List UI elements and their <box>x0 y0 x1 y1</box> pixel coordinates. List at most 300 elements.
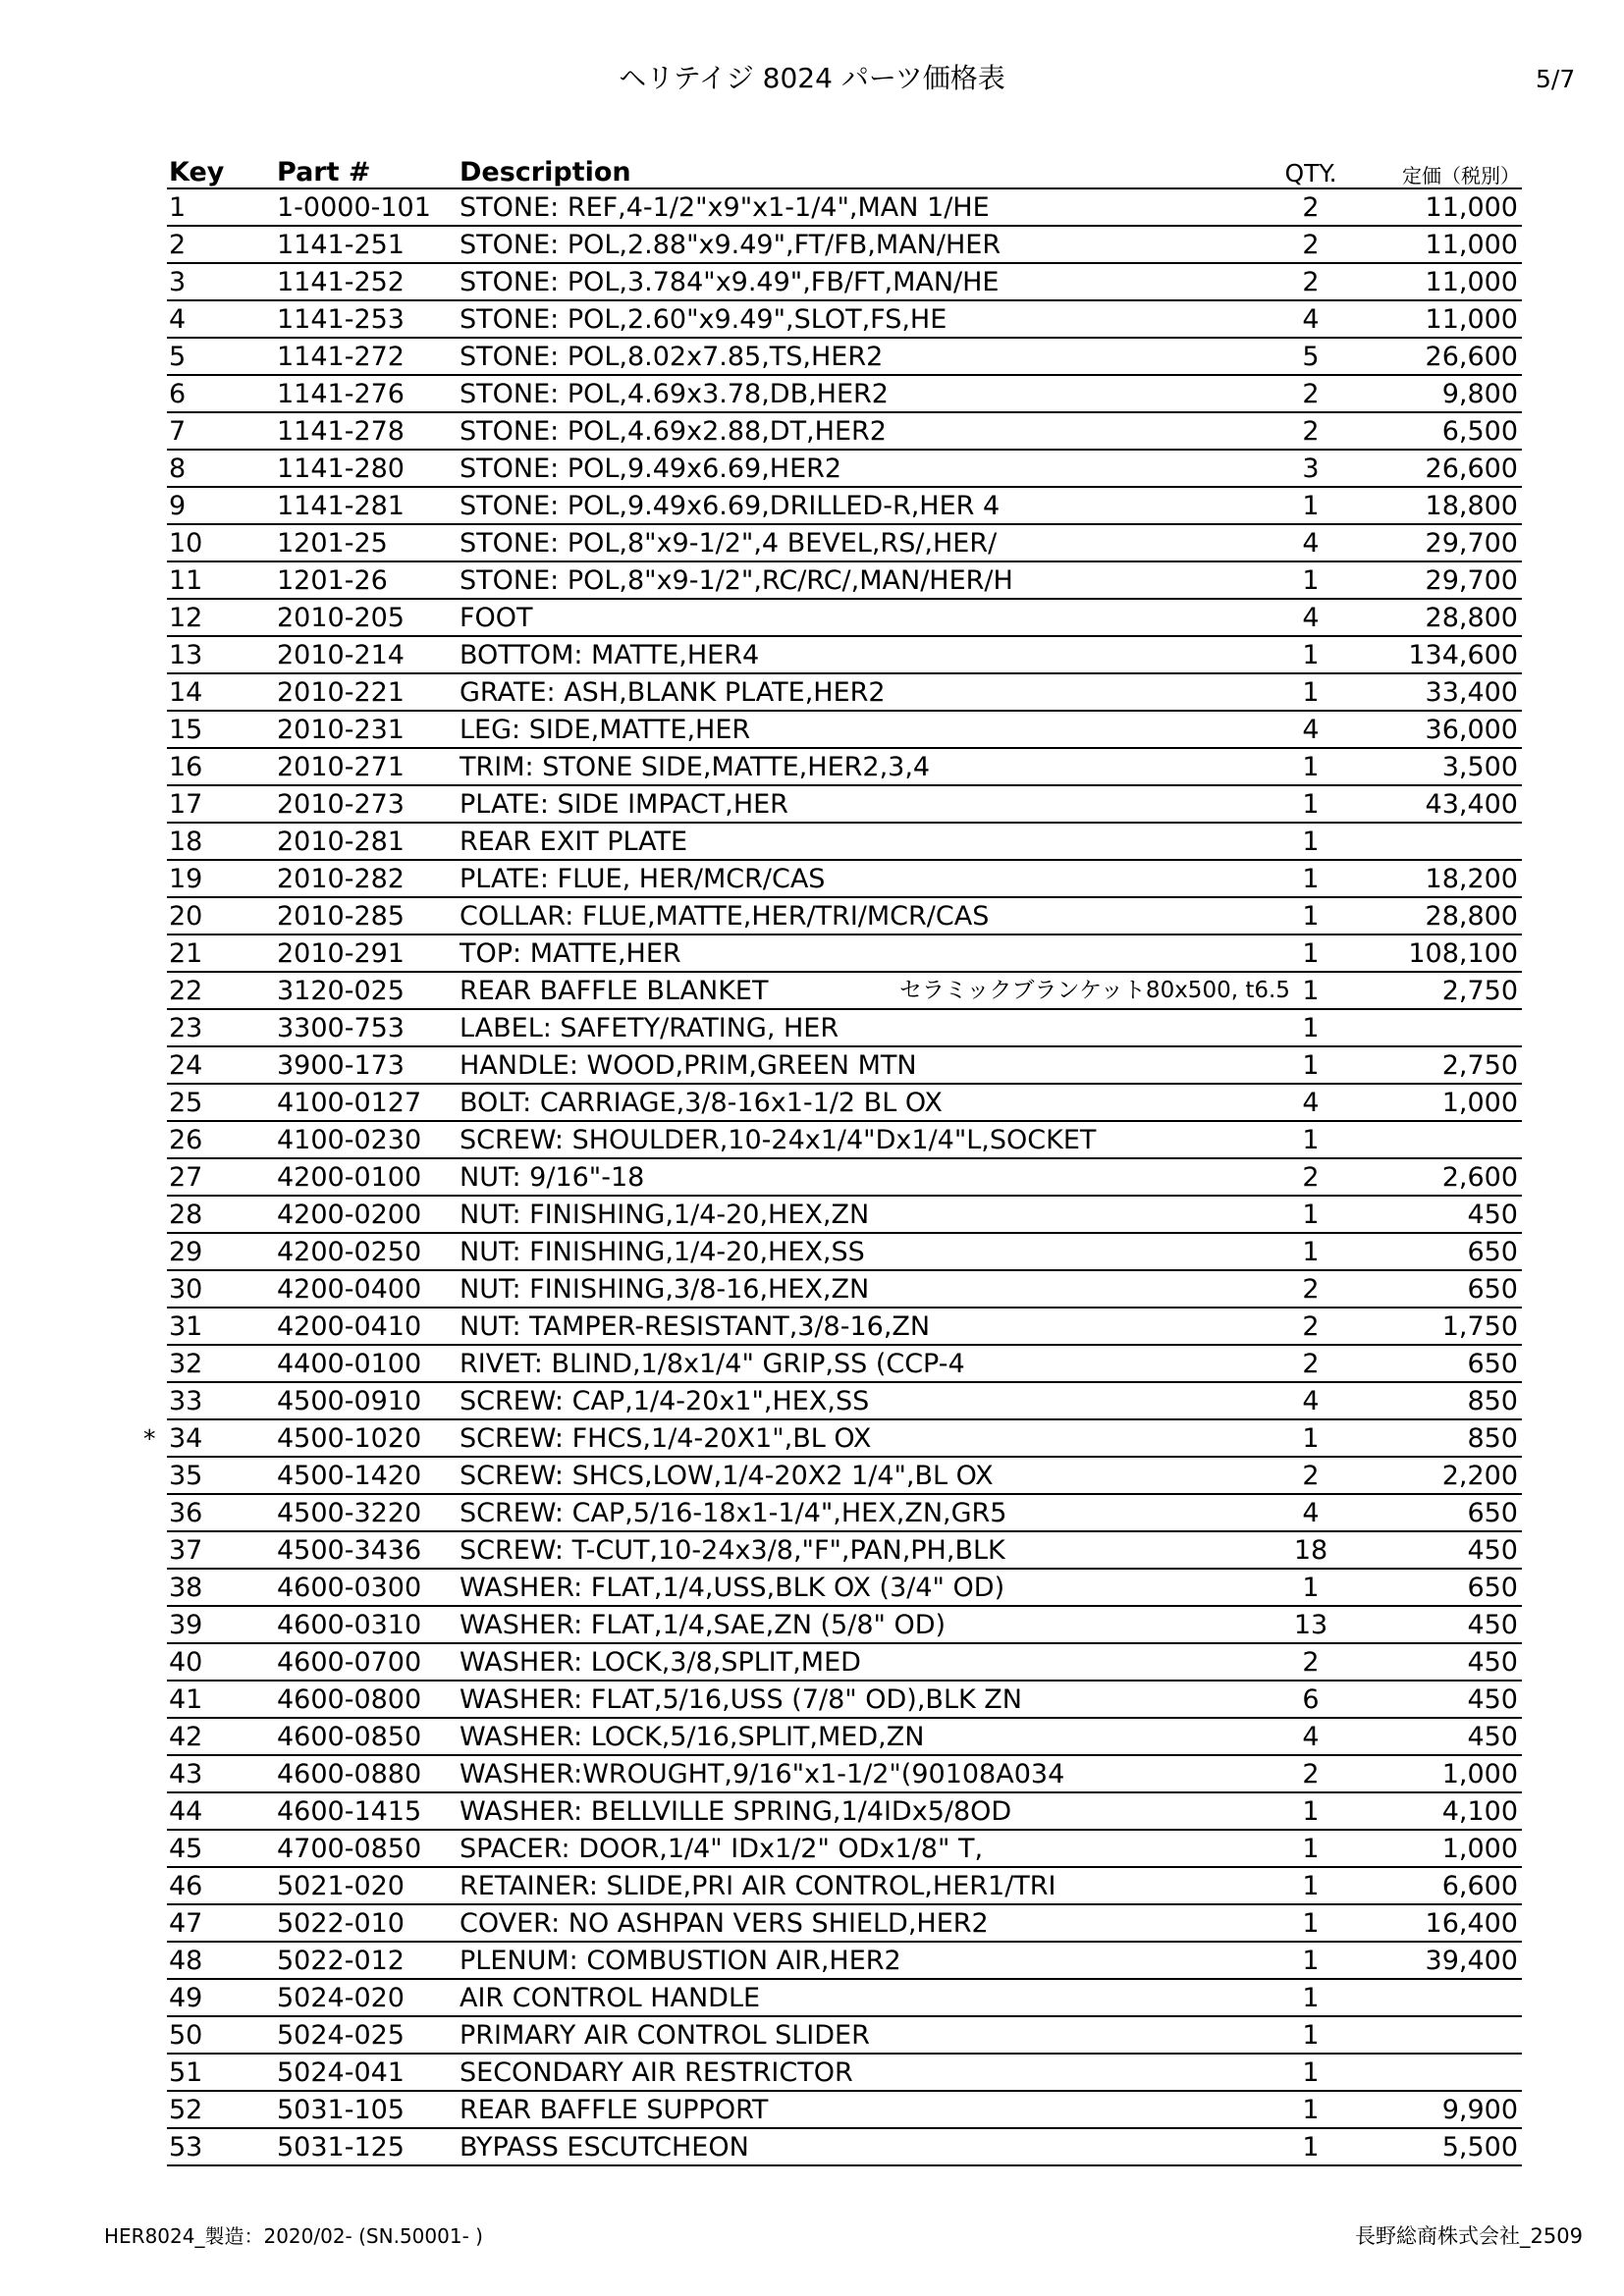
key-value: 39 <box>169 1609 203 1640</box>
key-value: 12 <box>169 602 203 633</box>
table-row <box>167 338 1522 375</box>
cell-key <box>167 226 275 263</box>
description-text: SCREW: CAP,5/16-18x1-1/4",HEX,ZN,GR5 <box>460 1497 1007 1528</box>
cell-key <box>167 1196 275 1233</box>
cell-part-number: 5031-105 <box>277 2094 405 2125</box>
page-number: 5/7 <box>1536 65 1576 93</box>
cell-price: 650 <box>1467 1348 1518 1379</box>
key-value: 36 <box>169 1497 203 1528</box>
table-row <box>167 1942 1522 1979</box>
key-value: 48 <box>169 1945 203 1976</box>
description-text: STONE: POL,4.69x2.88,DT,HER2 <box>460 415 887 447</box>
cell-part-number: 3900-173 <box>277 1049 405 1081</box>
cell-qty: 1 <box>1302 639 1320 670</box>
cell-part-number: 2010-273 <box>277 788 405 820</box>
cell-part-number: 4200-0410 <box>277 1310 422 1342</box>
key-value: 50 <box>169 2019 203 2051</box>
cell-part-number: 4600-0880 <box>277 1758 422 1789</box>
cell-qty: 2 <box>1302 1758 1320 1789</box>
cell-key <box>167 711 275 748</box>
key-value: 3 <box>169 266 187 297</box>
table-row <box>167 1158 1522 1196</box>
key-value: 6 <box>169 378 187 409</box>
cell-price: 134,600 <box>1408 639 1518 670</box>
cell-key <box>167 1942 275 1979</box>
key-value: 11 <box>169 564 203 596</box>
description-text: BYPASS ESCUTCHEON <box>460 2131 749 2163</box>
cell-qty: 4 <box>1302 303 1320 335</box>
table-body <box>143 188 1522 2165</box>
footer-company: 長野総商株式会社_2509 <box>1355 2224 1583 2248</box>
footer-model-info: HER8024_製造：2020/02- (SN.50001- ) <box>104 2224 483 2248</box>
key-value: 51 <box>169 2056 203 2088</box>
cell-description <box>458 1755 1276 1792</box>
cell-part-number: 2010-231 <box>277 714 405 745</box>
table-row <box>167 188 1522 226</box>
cell-qty: 4 <box>1302 714 1320 745</box>
cell-qty: 4 <box>1302 1721 1320 1752</box>
cell-part-number: 1141-251 <box>277 229 405 260</box>
cell-qty: 1 <box>1302 900 1320 932</box>
cell-part-number: 2010-291 <box>277 937 405 969</box>
cell-qty: 2 <box>1302 1273 1320 1305</box>
cell-part-number: 4400-0100 <box>277 1348 422 1379</box>
cell-price: 1,000 <box>1441 1833 1518 1864</box>
table-row <box>167 934 1522 972</box>
cell-qty: 4 <box>1302 527 1320 559</box>
cell-description <box>458 1830 1276 1867</box>
cell-description <box>458 524 1276 561</box>
cell-qty: 2 <box>1302 1161 1320 1193</box>
cell-key <box>167 1643 275 1681</box>
cell-qty: 1 <box>1302 676 1320 708</box>
cell-description <box>458 860 1276 897</box>
cell-qty: 2 <box>1302 1646 1320 1678</box>
cell-price: 650 <box>1467 1236 1518 1267</box>
key-value: 23 <box>169 1012 203 1043</box>
cell-key <box>167 338 275 375</box>
cell-part-number: 2010-214 <box>277 639 405 670</box>
table-row <box>167 1531 1522 1569</box>
cell-price: 1,750 <box>1441 1310 1518 1342</box>
description-text: WASHER: FLAT,5/16,USS (7/8" OD),BLK ZN <box>460 1683 1022 1715</box>
cell-part-number: 4500-3220 <box>277 1497 422 1528</box>
key-value: 31 <box>169 1310 203 1342</box>
cell-part-number: 1141-253 <box>277 303 405 335</box>
key-value: 7 <box>169 415 187 447</box>
cell-description <box>458 1681 1276 1718</box>
cell-description <box>458 1457 1276 1494</box>
table-row <box>167 1270 1522 1308</box>
key-value: 27 <box>169 1161 203 1193</box>
cell-description <box>458 375 1276 412</box>
cell-part-number: 4500-3436 <box>277 1534 422 1566</box>
description-text: LABEL: SAFETY/RATING, HER <box>460 1012 839 1043</box>
column-header-part: Part # <box>277 157 371 187</box>
cell-part-number: 5024-041 <box>277 2056 405 2088</box>
cell-description <box>458 1009 1276 1046</box>
cell-part-number: 5031-125 <box>277 2131 405 2163</box>
cell-part-number: 4500-1020 <box>277 1422 422 1454</box>
key-value: 20 <box>169 900 203 932</box>
key-value: 8 <box>169 453 187 484</box>
description-text: NUT: TAMPER-RESISTANT,3/8-16,ZN <box>460 1310 931 1342</box>
description-text: FOOT <box>460 602 533 633</box>
key-value: 52 <box>169 2094 203 2125</box>
cell-description <box>458 1494 1276 1531</box>
key-value: 43 <box>169 1758 203 1789</box>
cell-price <box>1345 1009 1522 1046</box>
key-value: 40 <box>169 1646 203 1678</box>
description-text: STONE: POL,8"x9-1/2",RC/RC/,MAN/HER/H <box>460 564 1013 596</box>
table-row <box>167 972 1522 1009</box>
cell-part-number: 5022-010 <box>277 1907 405 1939</box>
cell-qty: 1 <box>1302 1422 1320 1454</box>
page-title: ヘリテイジ 8024 パーツ価格表 <box>619 62 1005 94</box>
cell-description <box>458 1419 1276 1457</box>
cell-qty: 1 <box>1302 1870 1320 1901</box>
table-row <box>167 1084 1522 1121</box>
table-row <box>167 1792 1522 1830</box>
cell-part-number: 1141-278 <box>277 415 405 447</box>
cell-qty: 2 <box>1302 378 1320 409</box>
table-row <box>167 487 1522 524</box>
cell-description <box>458 1308 1276 1345</box>
key-value: 18 <box>169 826 203 857</box>
key-value: 14 <box>169 676 203 708</box>
key-value: 45 <box>169 1833 203 1864</box>
description-text: STONE: POL,8.02x7.85,TS,HER2 <box>460 341 884 372</box>
table-row <box>167 1643 1522 1681</box>
table-row <box>167 1196 1522 1233</box>
description-text: REAR EXIT PLATE <box>460 826 688 857</box>
key-value: 24 <box>169 1049 203 1081</box>
cell-description <box>458 1643 1276 1681</box>
key-value: 17 <box>169 788 203 820</box>
cell-qty: 2 <box>1302 266 1320 297</box>
cell-qty: 1 <box>1302 937 1320 969</box>
cell-qty: 1 <box>1302 1124 1320 1155</box>
key-value: 37 <box>169 1534 203 1566</box>
cell-qty: 18 <box>1293 1534 1328 1566</box>
table-row <box>167 524 1522 561</box>
cell-key <box>167 1158 275 1196</box>
cell-price: 9,900 <box>1441 2094 1518 2125</box>
cell-key <box>167 1270 275 1308</box>
cell-price: 11,000 <box>1425 229 1518 260</box>
cell-key <box>167 748 275 785</box>
table-row <box>167 1009 1522 1046</box>
key-value: 2 <box>169 229 187 260</box>
cell-key <box>167 561 275 599</box>
cell-key <box>167 375 275 412</box>
cell-description <box>458 2091 1276 2128</box>
key-value: 42 <box>169 1721 203 1752</box>
key-value: 53 <box>169 2131 203 2163</box>
description-text: SCREW: T-CUT,10-24x3/8,"F",PAN,PH,BLK <box>460 1534 1005 1566</box>
cell-price <box>1345 823 1522 860</box>
key-value: 25 <box>169 1087 203 1118</box>
cell-key <box>167 1755 275 1792</box>
cell-description <box>458 599 1276 636</box>
cell-price: 28,800 <box>1425 900 1518 932</box>
cell-qty: 1 <box>1302 751 1320 782</box>
description-text: STONE: POL,9.49x6.69,HER2 <box>460 453 842 484</box>
cell-key <box>167 823 275 860</box>
cell-price: 6,500 <box>1441 415 1518 447</box>
cell-price: 18,800 <box>1425 490 1518 521</box>
cell-description <box>458 2016 1276 2054</box>
cell-part-number: 4200-0100 <box>277 1161 422 1193</box>
key-value: 47 <box>169 1907 203 1939</box>
cell-price: 450 <box>1467 1534 1518 1566</box>
cell-key <box>167 524 275 561</box>
key-value: 41 <box>169 1683 203 1715</box>
description-text: GRATE: ASH,BLANK PLATE,HER2 <box>460 676 886 708</box>
cell-description <box>458 2128 1276 2165</box>
cell-description <box>458 1345 1276 1382</box>
table-row <box>167 599 1522 636</box>
table-row <box>167 785 1522 823</box>
cell-part-number: 1201-26 <box>277 564 388 596</box>
cell-description <box>458 1158 1276 1196</box>
cell-description <box>458 1606 1276 1643</box>
cell-part-number: 4100-0230 <box>277 1124 422 1155</box>
description-text: NUT: FINISHING,3/8-16,HEX,ZN <box>460 1273 870 1305</box>
table-row <box>167 375 1522 412</box>
cell-part-number: 4200-0250 <box>277 1236 422 1267</box>
cell-qty: 1 <box>1302 1049 1320 1081</box>
cell-price: 5,500 <box>1441 2131 1518 2163</box>
description-text: BOTTOM: MATTE,HER4 <box>460 639 760 670</box>
cell-price: 850 <box>1467 1422 1518 1454</box>
cell-qty: 1 <box>1302 2019 1320 2051</box>
cell-key <box>167 860 275 897</box>
cell-price: 2,750 <box>1441 975 1518 1006</box>
cell-description <box>458 823 1276 860</box>
cell-qty: 2 <box>1302 1460 1320 1491</box>
cell-part-number: 4600-0300 <box>277 1572 422 1603</box>
cell-qty: 1 <box>1302 975 1320 1006</box>
description-text: NUT: FINISHING,1/4-20,HEX,SS <box>460 1236 865 1267</box>
cell-qty: 1 <box>1302 1795 1320 1827</box>
description-text: SCREW: CAP,1/4-20x1",HEX,SS <box>460 1385 870 1416</box>
key-value: 21 <box>169 937 203 969</box>
table-row <box>167 2128 1522 2165</box>
key-value: 16 <box>169 751 203 782</box>
description-text: SCREW: SHOULDER,10-24x1/4"Dx1/4"L,SOCKET <box>460 1124 1097 1155</box>
cell-price: 1,000 <box>1441 1087 1518 1118</box>
cell-price: 2,200 <box>1441 1460 1518 1491</box>
cell-qty: 1 <box>1302 2056 1320 2088</box>
cell-qty: 4 <box>1302 602 1320 633</box>
table-row <box>167 1569 1522 1606</box>
cell-key <box>167 1718 275 1755</box>
cell-key <box>167 1531 275 1569</box>
description-text: SCREW: SHCS,LOW,1/4-20X2 1/4",BL OX <box>460 1460 994 1491</box>
description-text: COVER: NO ASHPAN VERS SHIELD,HER2 <box>460 1907 989 1939</box>
table-row <box>167 1419 1522 1457</box>
cell-description <box>458 1718 1276 1755</box>
cell-part-number: 1141-281 <box>277 490 405 521</box>
cell-qty: 2 <box>1302 1310 1320 1342</box>
table-row <box>167 860 1522 897</box>
cell-description <box>458 934 1276 972</box>
cell-price: 26,600 <box>1425 341 1518 372</box>
cell-price: 2,600 <box>1441 1161 1518 1193</box>
description-text: TRIM: STONE SIDE,MATTE,HER2,3,4 <box>460 751 931 782</box>
cell-description <box>458 1270 1276 1308</box>
cell-description <box>458 226 1276 263</box>
cell-key <box>167 1494 275 1531</box>
table-row <box>167 1233 1522 1270</box>
description-text: WASHER: FLAT,1/4,SAE,ZN (5/8" OD) <box>460 1609 947 1640</box>
cell-price: 1,000 <box>1441 1758 1518 1789</box>
description-text: RETAINER: SLIDE,PRI AIR CONTROL,HER1/TRI <box>460 1870 1056 1901</box>
parts-price-table <box>143 147 1522 2166</box>
cell-qty: 2 <box>1302 229 1320 260</box>
cell-price: 450 <box>1467 1609 1518 1640</box>
cell-price: 450 <box>1467 1683 1518 1715</box>
table-row <box>167 1494 1522 1531</box>
key-value: 26 <box>169 1124 203 1155</box>
cell-part-number: 4500-1420 <box>277 1460 422 1491</box>
cell-description <box>458 1942 1276 1979</box>
cell-price: 39,400 <box>1425 1945 1518 1976</box>
cell-description <box>458 1046 1276 1084</box>
cell-price: 108,100 <box>1408 937 1518 969</box>
cell-qty: 1 <box>1302 863 1320 894</box>
cell-price: 450 <box>1467 1646 1518 1678</box>
column-header-qty: QTY. <box>1284 159 1337 187</box>
cell-price: 9,800 <box>1441 378 1518 409</box>
cell-part-number: 1141-272 <box>277 341 405 372</box>
table-row <box>167 748 1522 785</box>
column-header-price: 定価（税別） <box>1402 164 1520 187</box>
table-row <box>167 1830 1522 1867</box>
cell-key <box>167 1569 275 1606</box>
cell-description <box>458 338 1276 375</box>
cell-price: 26,600 <box>1425 453 1518 484</box>
cell-price: 28,800 <box>1425 602 1518 633</box>
table-row <box>167 1755 1522 1792</box>
cell-part-number: 2010-271 <box>277 751 405 782</box>
cell-price: 43,400 <box>1425 788 1518 820</box>
description-text: REAR BAFFLE BLANKET <box>460 975 769 1006</box>
cell-qty: 1 <box>1302 564 1320 596</box>
description-text: STONE: POL,4.69x3.78,DB,HER2 <box>460 378 889 409</box>
key-value: 1 <box>169 191 187 223</box>
cell-key <box>167 1830 275 1867</box>
cell-price: 3,500 <box>1441 751 1518 782</box>
cell-description <box>458 1792 1276 1830</box>
cell-price: 11,000 <box>1425 303 1518 335</box>
description-text: SPACER: DOOR,1/4" IDx1/2" ODx1/8" T, <box>460 1833 984 1864</box>
key-value: 13 <box>169 639 203 670</box>
cell-part-number: 4700-0850 <box>277 1833 422 1864</box>
table-row <box>167 561 1522 599</box>
cell-key <box>167 673 275 711</box>
table-row <box>167 1681 1522 1718</box>
description-text: WASHER: LOCK,5/16,SPLIT,MED,ZN <box>460 1721 925 1752</box>
asterisk-marker: * <box>143 1424 156 1453</box>
cell-key <box>143 1419 275 1457</box>
table-row <box>167 1308 1522 1345</box>
table-row <box>167 897 1522 934</box>
cell-key <box>167 934 275 972</box>
table-header-row <box>167 147 1522 188</box>
cell-price: 650 <box>1467 1497 1518 1528</box>
table-row <box>167 1979 1522 2016</box>
description-text: STONE: POL,9.49x6.69,DRILLED-R,HER 4 <box>460 490 1001 521</box>
description-text: WASHER: BELLVILLE SPRING,1/4IDx5/8OD <box>460 1795 1012 1827</box>
cell-key <box>167 263 275 300</box>
cell-price <box>1345 1979 1522 2016</box>
cell-qty: 4 <box>1302 1497 1320 1528</box>
table-row <box>167 1904 1522 1942</box>
cell-price: 850 <box>1467 1385 1518 1416</box>
key-value: 10 <box>169 527 203 559</box>
cell-key <box>167 487 275 524</box>
description-text: PLATE: FLUE, HER/MCR/CAS <box>460 863 826 894</box>
table-row <box>167 711 1522 748</box>
cell-description <box>458 1382 1276 1419</box>
cell-key <box>167 1345 275 1382</box>
cell-qty: 4 <box>1302 1087 1320 1118</box>
cell-price: 16,400 <box>1425 1907 1518 1939</box>
key-value: 22 <box>169 975 203 1006</box>
cell-qty: 2 <box>1302 1348 1320 1379</box>
cell-description <box>458 1904 1276 1942</box>
description-text: BOLT: CARRIAGE,3/8-16x1-1/2 BL OX <box>460 1087 943 1118</box>
cell-price: 18,200 <box>1425 863 1518 894</box>
cell-description <box>458 1121 1276 1158</box>
cell-part-number: 5024-025 <box>277 2019 405 2051</box>
cell-part-number: 1141-280 <box>277 453 405 484</box>
cell-key <box>167 785 275 823</box>
cell-description <box>458 300 1276 338</box>
cell-price: 4,100 <box>1441 1795 1518 1827</box>
cell-price <box>1345 2054 1522 2091</box>
cell-key <box>167 2016 275 2054</box>
cell-qty: 1 <box>1302 1833 1320 1864</box>
cell-description <box>458 1531 1276 1569</box>
description-text: SCREW: FHCS,1/4-20X1",BL OX <box>460 1422 872 1454</box>
key-value: 5 <box>169 341 187 372</box>
cell-part-number: 4600-0310 <box>277 1609 422 1640</box>
cell-key <box>167 188 275 226</box>
description-text: PLENUM: COMBUSTION AIR,HER2 <box>460 1945 901 1976</box>
cell-price: 36,000 <box>1425 714 1518 745</box>
table-row <box>167 1457 1522 1494</box>
key-value: 15 <box>169 714 203 745</box>
cell-part-number: 2010-282 <box>277 863 405 894</box>
cell-description <box>458 1233 1276 1270</box>
cell-key <box>167 450 275 487</box>
cell-key <box>167 1233 275 1270</box>
description-text: STONE: REF,4-1/2"x9"x1-1/4",MAN 1/HE <box>460 191 990 223</box>
table-row <box>167 1345 1522 1382</box>
description-text: STONE: POL,2.60"x9.49",SLOT,FS,HE <box>460 303 947 335</box>
column-header-key: Key <box>169 157 225 187</box>
description-text: WASHER: LOCK,3/8,SPLIT,MED <box>460 1646 861 1678</box>
table-row <box>167 300 1522 338</box>
cell-key <box>167 1382 275 1419</box>
cell-part-number: 1141-252 <box>277 266 405 297</box>
table-row <box>167 1382 1522 1419</box>
key-value: 9 <box>169 490 187 521</box>
cell-key <box>167 300 275 338</box>
